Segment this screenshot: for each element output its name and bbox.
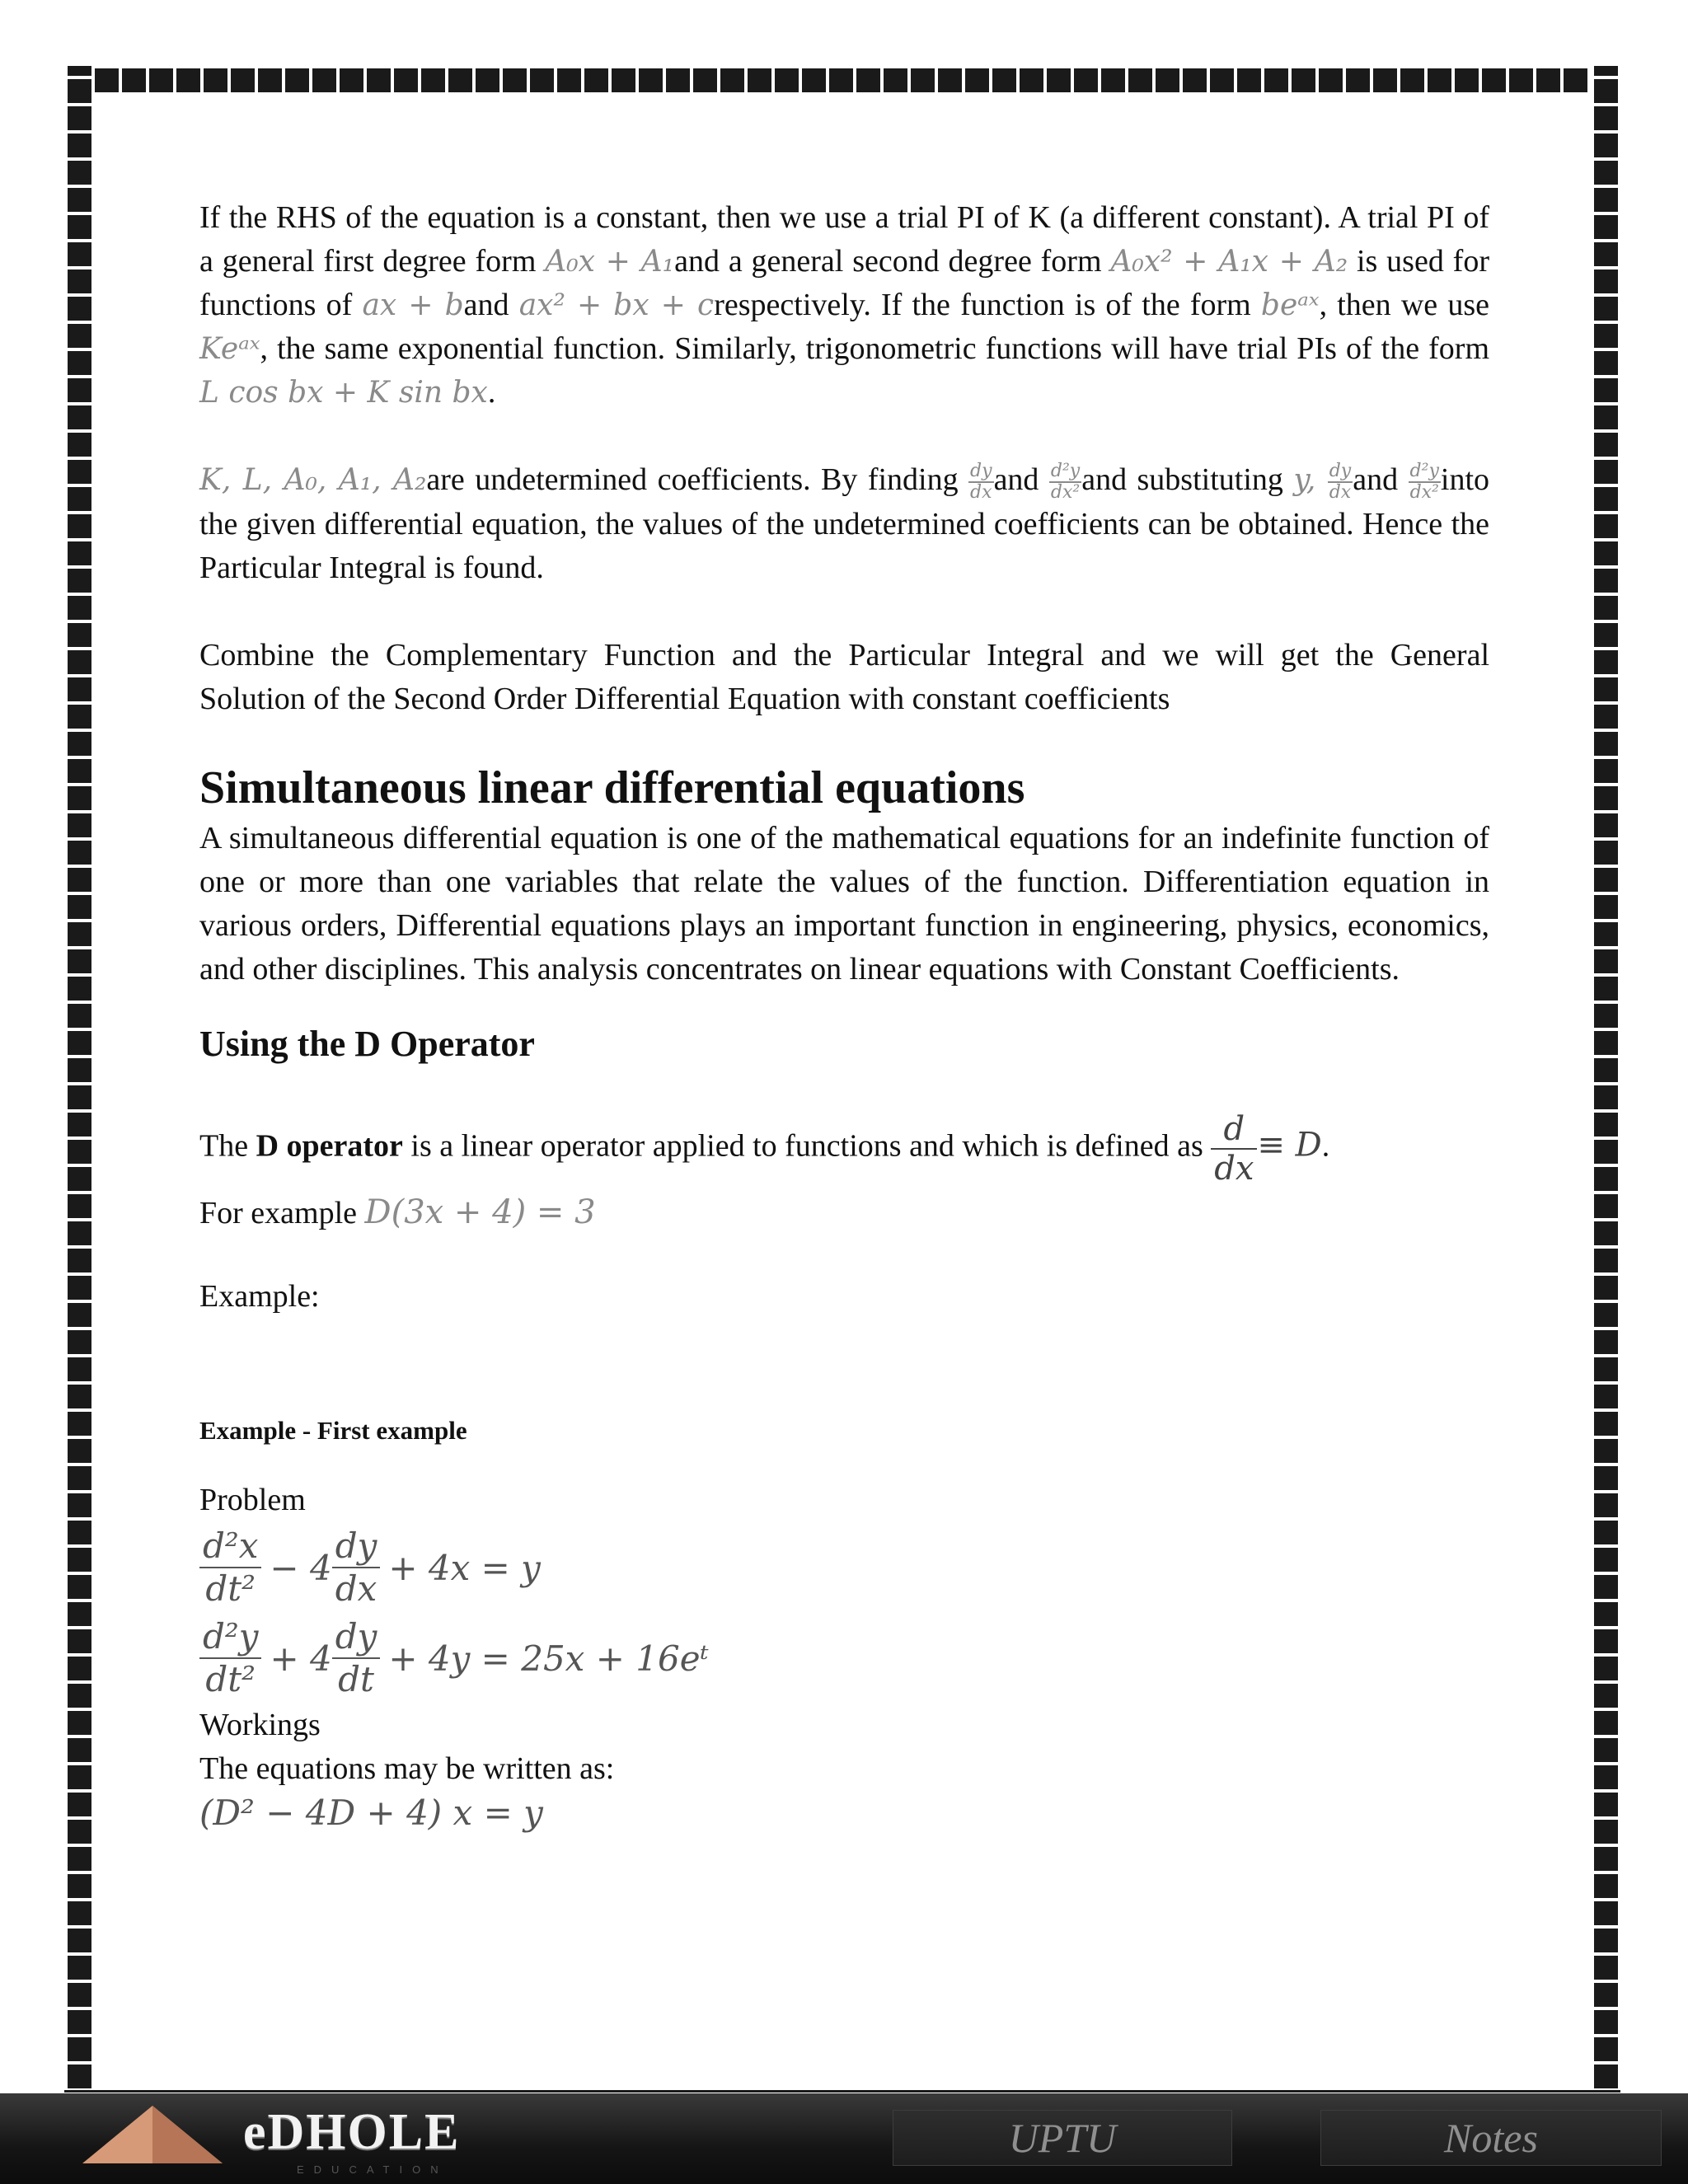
numerator: d²y: [199, 1616, 261, 1659]
numerator: dy: [332, 1526, 381, 1568]
denominator: dx: [1214, 1150, 1254, 1188]
equation-2: [199, 1613, 1489, 1704]
numerator: dy: [332, 1616, 381, 1659]
text: For example: [199, 1196, 365, 1231]
fraction-d2y-dt2: [199, 1616, 261, 1700]
page-border-bottom: [64, 2090, 1620, 2093]
math-equiv-d: ≡ D: [1257, 1127, 1322, 1165]
fraction-dy-dx: [332, 1526, 381, 1610]
text: respectively. If the function is of the form: [714, 288, 1261, 322]
text: are undetermined coefficients. By finding: [426, 462, 969, 497]
numerator: dy: [1329, 461, 1352, 482]
math-first-degree-form: A₀x + A₁: [545, 245, 675, 279]
text: and: [463, 288, 519, 322]
page-border-left: [64, 66, 94, 2092]
pyramid-shade-icon: [152, 2106, 223, 2163]
fraction-d-dx: [1211, 1110, 1257, 1188]
paragraph-general-solution: Combine the Complementary Function and the Particular Integral and we will get the General Solution of the Second Order Differential Equation with constant coefficients: [199, 638, 1489, 717]
operator: + 4: [270, 1638, 332, 1679]
paragraph-trial-pi: [199, 196, 1489, 415]
written-as-text: The equations may be written as:: [199, 1751, 615, 1787]
paragraph-d-operator: [199, 1110, 1489, 1238]
math-d-example: D(3x + 4) = 3: [364, 1193, 596, 1232]
denominator: dx: [1329, 482, 1352, 504]
paragraph-undetermined-coefficients: [199, 458, 1489, 590]
d-operator-term: D operator: [256, 1129, 403, 1164]
math-ax-plus-b: ax + b: [362, 288, 464, 322]
text: is used for functions of: [199, 244, 1489, 322]
text: is a linear operator applied to functions and which is defined as: [402, 1129, 1212, 1164]
problem-label: Problem: [199, 1483, 306, 1518]
document-content: [199, 196, 1489, 1835]
workings-label: Workings: [199, 1708, 321, 1743]
text: and: [993, 462, 1049, 497]
final-equation: (D² − 4D + 4) x = y: [199, 1793, 543, 1834]
paragraph-simultaneous-intro: A simultaneous differential equation is one of the mathematical equations for an indefinite function of one or more than one variables that relate the values of the function. Differentiation equation in various orders, Differential equations plays an important function in engineering, physics, economics, and other disciplines. This analysis concentrates on linear equations with Constant Coefficients.: [199, 821, 1489, 987]
text: and: [1353, 462, 1409, 497]
numerator: d²y: [1409, 461, 1439, 482]
text: , the same exponential function. Similarly, trigonometric functions will have trial PIs of the form: [260, 331, 1489, 366]
page-border-top: [64, 66, 1620, 96]
uptu-button[interactable]: UPTU: [893, 2110, 1232, 2166]
denominator: dt²: [205, 1568, 256, 1610]
numerator: dy: [970, 461, 992, 482]
equation-rhs: + 4x = y: [388, 1547, 541, 1588]
text: and substituting: [1081, 462, 1294, 497]
notes-button[interactable]: Notes: [1320, 2110, 1662, 2166]
math-exponential: beᵃˣ: [1260, 288, 1320, 322]
math-k-exponential: Keᵃˣ: [199, 332, 260, 366]
text: If the RHS of the equation is a constant, then we use a trial PI of K (a different constant). A trial PI of a general first degree form: [199, 200, 1489, 279]
example-label: Example:: [199, 1279, 320, 1315]
denominator: dt²: [205, 1659, 256, 1700]
subsection-title: Using the D Operator: [199, 1024, 535, 1065]
text: and a general second degree form: [674, 244, 1111, 279]
denominator: dx: [970, 482, 992, 504]
denominator: dx²: [1409, 482, 1439, 504]
math-y: y,: [1293, 463, 1328, 497]
equation-1: [199, 1522, 1489, 1613]
section-title: Simultaneous linear differential equations: [199, 762, 1025, 814]
math-coefficients: K, L, A₀, A₁, A₂: [199, 463, 427, 497]
text: The: [199, 1129, 256, 1164]
math-quadratic: ax² + bx + c: [518, 288, 715, 322]
text: .: [487, 375, 496, 410]
numerator: d²x: [199, 1526, 261, 1568]
numerator: d: [1211, 1110, 1257, 1150]
math-trig-form: L cos bx + K sin bx: [199, 376, 488, 410]
fraction-dy-dx: [1328, 462, 1353, 503]
denominator: dt: [338, 1659, 374, 1700]
fraction-d2y-dx2: [1049, 462, 1081, 503]
fraction-dy-dt: [332, 1616, 381, 1700]
fraction-d2y-dx2: [1409, 462, 1441, 503]
text: , then we use: [1319, 288, 1489, 322]
math-second-degree-form: A₀x² + A₁x + A₂: [1110, 245, 1348, 279]
page-border-right: [1591, 66, 1620, 2092]
fraction-dy-dx: [968, 462, 994, 503]
fraction-d2x-dt2: [199, 1526, 261, 1610]
operator: − 4: [270, 1547, 332, 1588]
numerator: d²y: [1050, 461, 1081, 482]
example-heading: Example - First example: [199, 1416, 467, 1446]
denominator: dx²: [1050, 482, 1081, 504]
edhole-logo[interactable]: eDHOLE: [243, 2104, 461, 2160]
denominator: dx: [335, 1568, 377, 1610]
logo-tagline: EDUCATION: [297, 2163, 448, 2176]
text: into the given differential equation, the values of the undetermined coefficients can be obtained. Hence the Particular Integral is found.: [199, 462, 1490, 586]
text: .: [1321, 1129, 1330, 1164]
equation-rhs: + 4y = 25x + 16eᵗ: [388, 1638, 709, 1679]
